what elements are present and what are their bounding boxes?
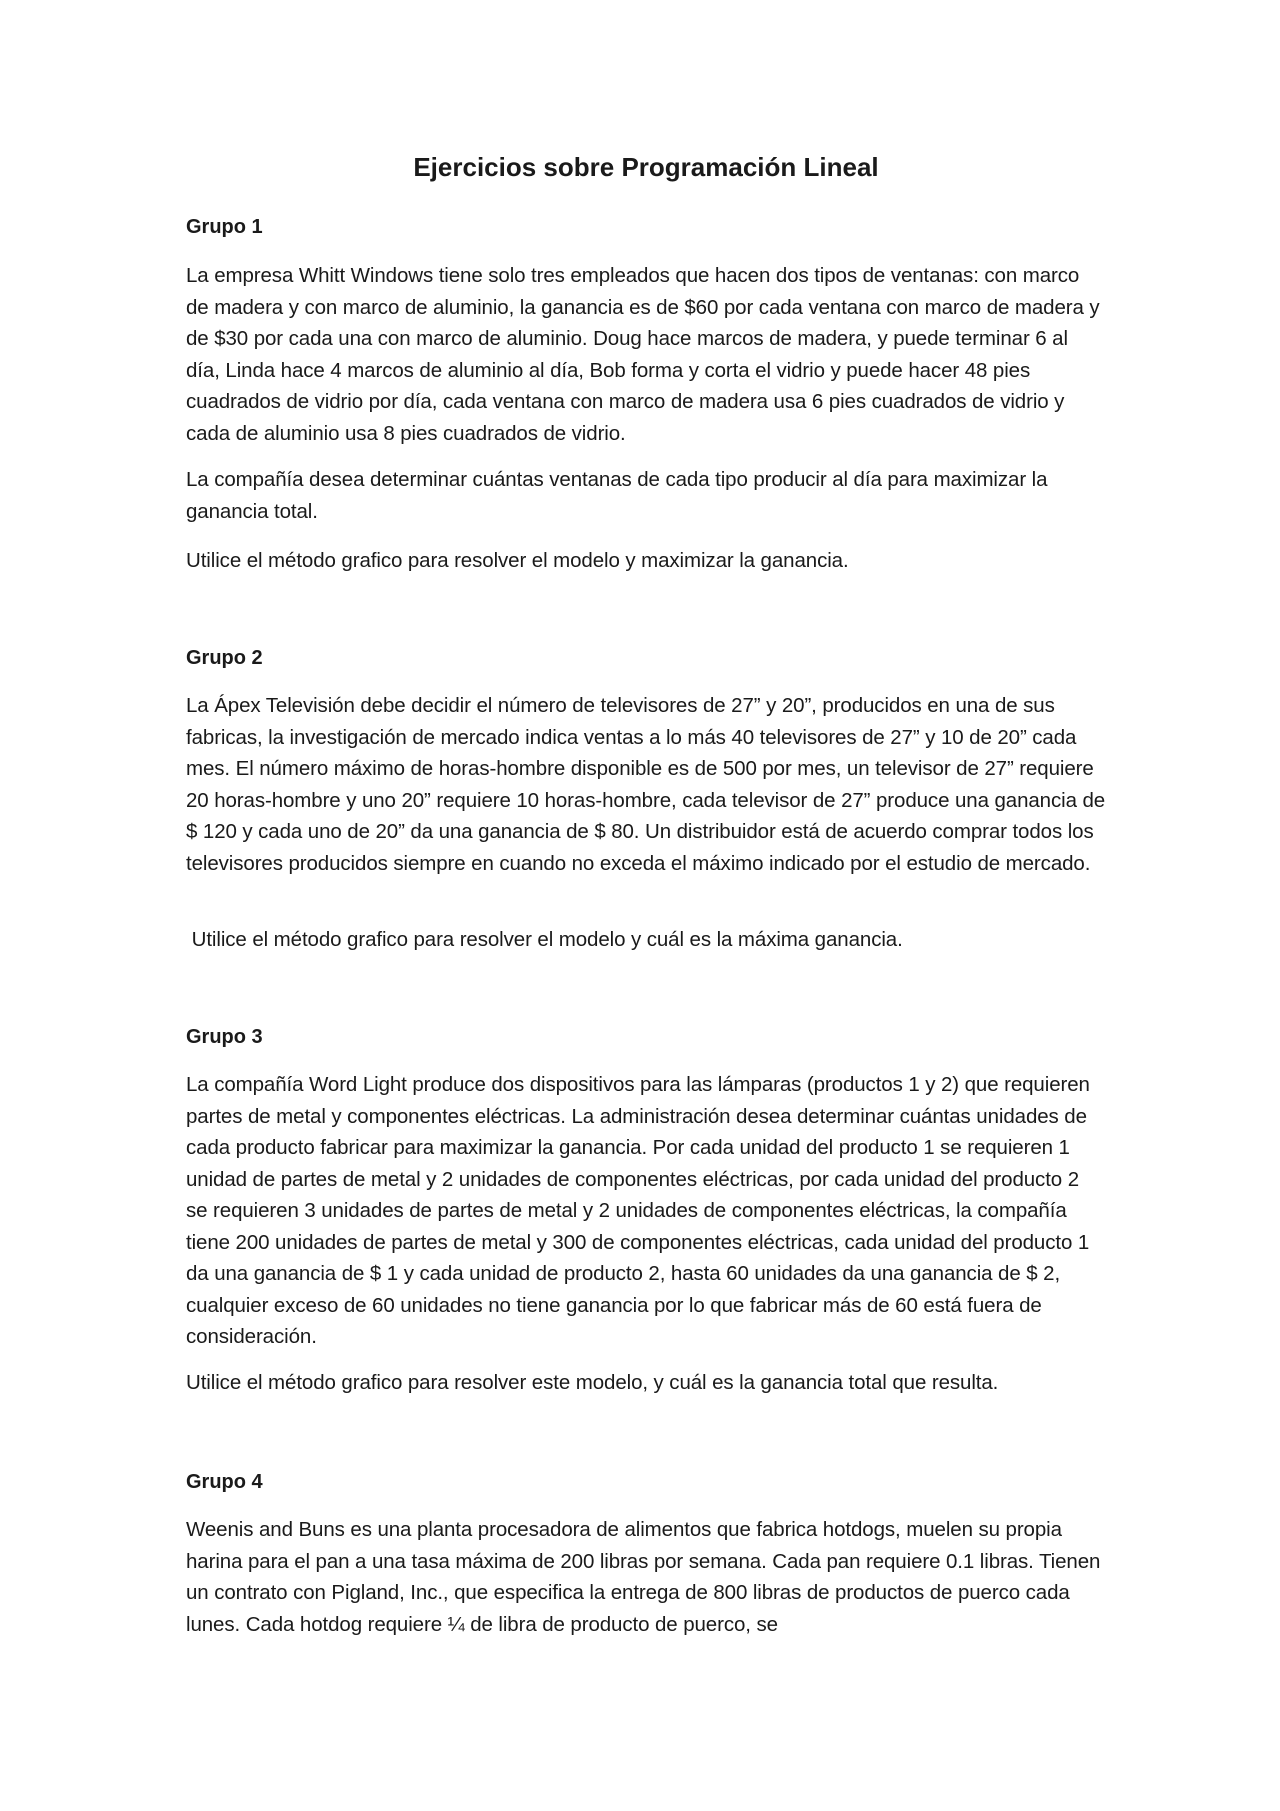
group-4-paragraph-1: Weenis and Buns es una planta procesadora de alimentos que fabrica hotdogs, muelen su propia harina para el pan a una tasa máxima de 200 libras por semana. Cada pan requiere 0.1 libras. Tienen un contrato con Pigland, Inc., que especifica la entrega de 800 libras de productos de puerco cada lunes. Cada hotdog requiere ¼ de libra de producto de puerco, se <box>186 1518 1101 1636</box>
group-1-paragraph-3: Utilice el método grafico para resolver el modelo y maximizar la ganancia. <box>186 549 849 572</box>
group-3-paragraph-1: La compañía Word Light produce dos dispositivos para las lámparas (productos 1 y 2) que requieren partes de metal y componentes eléctricas. La administración desea determinar cuántas unidades de cada producto fabricar para maximizar la ganancia. Por cada unidad del producto 1 se requieren 1 unidad de partes de metal y 2 unidades de componentes eléctricas, por cada unidad del producto 2 se requieren 3 unidades de partes de metal y 2 unidades de componentes eléctricas, la compañía tiene 200 unidades de partes de metal y 300 de componentes eléctricas, cada unidad del producto 1 da una ganancia de $ 1 y cada unidad de producto 2, hasta 60 unidades da una ganancia de $ 2, cualquier exceso de 60 unidades no tiene ganancia por lo que fabricar más de 60 está fuera de consideración. <box>186 1073 1090 1348</box>
group-4-heading: Grupo 4 <box>186 1471 263 1493</box>
group-2-paragraph-1: La Ápex Televisión debe decidir el número de televisores de 27” y 20”, producidos en una de sus fabricas, la investigación de mercado indica ventas a lo más 40 televisores de 27” y 10 de 20” cada mes. El número máximo de horas-hombre disponible es de 500 por mes, un televisor de 27” requiere 20 horas-hombre y uno 20” requiere 10 horas-hombre, cada televisor de 27” produce una ganancia de $ 120 y cada uno de 20” da una ganancia de $ 80. Un distribuidor está de acuerdo comprar todos los televisores producidos siempre en cuando no exceda el máximo indicado por el estudio de mercado. <box>186 694 1106 875</box>
group-2-heading: Grupo 2 <box>186 647 263 669</box>
group-1-heading: Grupo 1 <box>186 216 263 238</box>
page-title: Ejercicios sobre Programación Lineal <box>413 152 879 182</box>
group-3-heading: Grupo 3 <box>186 1026 263 1048</box>
group-1-paragraph-2: La compañía desea determinar cuántas ventanas de cada tipo producir al día para maximizar la ganancia total. <box>186 468 1048 523</box>
group-1-paragraph-1: La empresa Whitt Windows tiene solo tres empleados que hacen dos tipos de ventanas: con marco de madera y con marco de aluminio, la ganancia es de $60 por cada ventana con marco de madera y de $30 por cada una con marco de aluminio. Doug hace marcos de madera, y puede terminar 6 al día, Linda hace 4 marcos de aluminio al día, Bob forma y corta el vidrio y puede hacer 48 pies cuadrados de vidrio por día, cada ventana con marco de madera usa 6 pies cuadrados de vidrio y cada de aluminio usa 8 pies cuadrados de vidrio. <box>186 264 1100 445</box>
group-2-paragraph-2: Utilice el método grafico para resolver el modelo y cuál es la máxima ganancia. <box>186 928 903 951</box>
group-3-paragraph-2: Utilice el método grafico para resolver este modelo, y cuál es la ganancia total que resulta. <box>186 1371 999 1394</box>
